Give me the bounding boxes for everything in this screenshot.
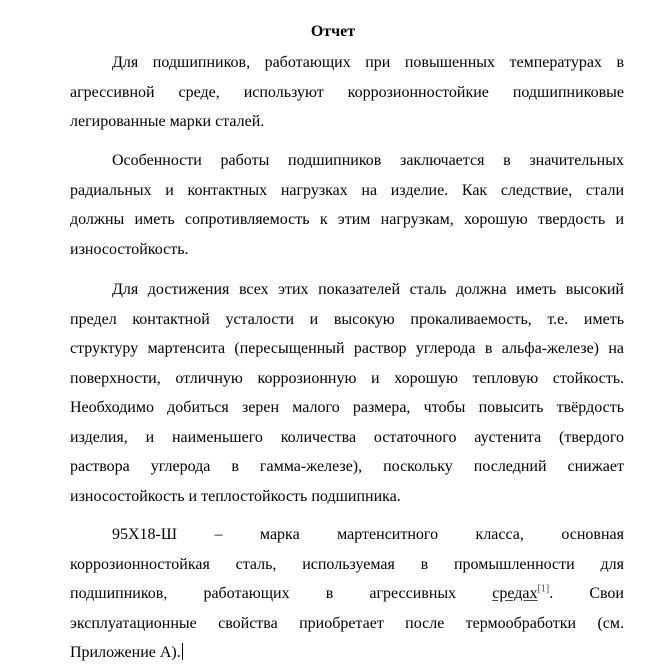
text-line: структуру мартенсита (пересыщенный раствор углерода в альфа-железе) на: [70, 340, 624, 357]
text-segment: Приложение А).: [70, 644, 181, 661]
text-line-with-reference: [70, 579, 624, 609]
text-line: Необходимо добиться зерен малого размера, чтобы повысить твёрдость: [70, 399, 624, 416]
text-line: коррозионностойкая сталь, используемая в промышленности для: [70, 555, 624, 573]
text-cursor: [182, 643, 183, 660]
text-line: раствора углерода в гамма-железе), поскольку последний снижает: [70, 458, 624, 475]
reference-link[interactable]: средах: [492, 585, 538, 602]
document-title: Отчет: [310, 23, 356, 40]
text-line: Для подшипников, работающих при повышенных температурах в: [112, 54, 624, 71]
text-line: Для достижения всех этих показателей сталь должна иметь высокий: [112, 281, 624, 298]
text-line: износостойкость.: [70, 240, 189, 258]
text-line: агрессивной среде, используют коррозионностойкие подшипниковые: [70, 83, 624, 101]
text-line: легированные марки сталей.: [70, 113, 265, 130]
text-line: 95Х18-Ш – марка мартенситного класса, основная: [112, 526, 624, 543]
paragraph-3: [70, 275, 624, 511]
text-line: должны иметь сопротивляемость к этим нагрузкам, хорошую твердость и: [70, 211, 624, 228]
text-line: предел контактной усталости и высокую прокаливаемость, т.е. иметь: [70, 310, 624, 328]
text-line: эксплуатационные свойства приобретает после термообработки (см.: [70, 614, 624, 632]
text-line: Особенности работы подшипников заключается в значительных: [112, 152, 624, 169]
text-segment: . Свои: [549, 585, 624, 602]
paragraph-1: [70, 48, 624, 137]
paragraph-2: [70, 146, 624, 264]
text-line-last: [70, 638, 624, 668]
text-line: износостойкость и теплостойкость подшипника.: [70, 487, 401, 505]
footnote-marker[interactable]: [1]: [537, 583, 550, 595]
text-line: поверхности, отличную коррозионную и хорошую тепловую стойкость.: [70, 369, 624, 387]
text-line: радиальных и контактных нагрузках на изделие. Как следствие, стали: [70, 181, 624, 199]
text-segment: подшипников, работающих в агрессивных: [70, 585, 493, 602]
text-line: изделия, и наименьшего количества остаточного аустенита (твердого: [70, 428, 624, 446]
paragraph-4: [70, 520, 624, 668]
